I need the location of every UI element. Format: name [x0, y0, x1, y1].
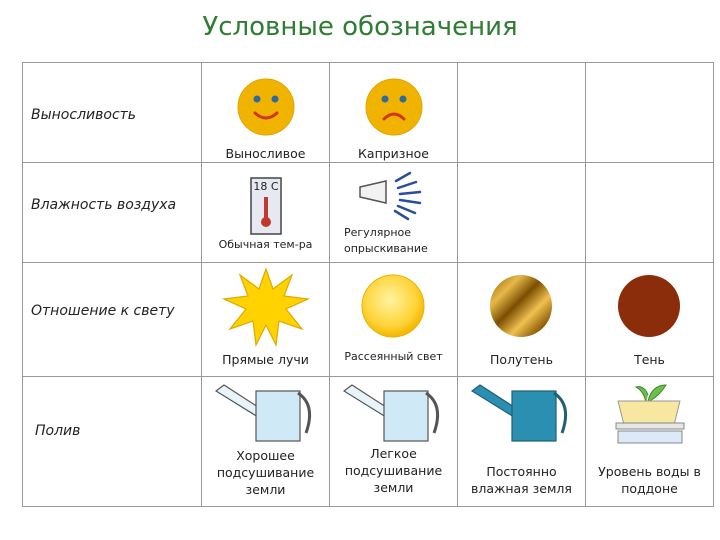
legend-row-humidity	[23, 163, 714, 263]
legend-caption: Прямые лучи	[222, 352, 309, 367]
legend-table	[22, 62, 714, 507]
diffused-light-icon	[360, 273, 426, 339]
legend-cell	[330, 63, 458, 163]
category-cell	[23, 263, 202, 377]
category-label: Полив	[35, 423, 81, 439]
legend-cell-empty	[586, 163, 714, 263]
legend-caption: Полутень	[490, 352, 553, 367]
legend-row-endurance	[23, 63, 714, 163]
legend-cell	[458, 377, 586, 507]
sad-face-icon	[364, 77, 424, 137]
legend-cell	[330, 263, 458, 377]
shade-icon	[616, 273, 682, 339]
category-label: Влажность воздуха	[31, 197, 177, 213]
watering-can-dark-icon	[470, 383, 574, 443]
legend-caption: Регулярное опрыскивание	[344, 226, 428, 255]
page-title: Условные обозначения	[202, 12, 518, 42]
partial-shade-icon	[488, 273, 554, 339]
legend-cell-empty	[458, 63, 586, 163]
thermometer-reading: 18 С	[253, 180, 279, 193]
legend-cell	[586, 263, 714, 377]
pot-tray-icon	[610, 379, 690, 445]
legend-cell-empty	[458, 163, 586, 263]
legend-caption: Легкое подсушивание земли	[344, 446, 443, 495]
spray-icon	[358, 171, 432, 221]
legend-caption: Хорошее подсушивание земли	[216, 448, 315, 497]
legend-cell	[202, 263, 330, 377]
legend-caption: Капризное	[358, 146, 429, 161]
legend-cell	[458, 263, 586, 377]
legend-caption: Выносливое	[225, 146, 306, 161]
legend-cell	[202, 163, 330, 263]
legend-row-watering	[23, 377, 714, 507]
legend-caption: Уровень воды в поддоне	[598, 464, 701, 496]
category-label: Выносливость	[31, 107, 137, 123]
watering-can-icon	[214, 383, 318, 443]
legend-caption: Рассеянный свет	[344, 350, 443, 363]
category-cell	[23, 63, 202, 163]
category-cell	[23, 163, 202, 263]
legend-cell-empty	[586, 63, 714, 163]
legend-caption: Постоянно влажная земля	[471, 464, 572, 496]
legend-cell	[330, 163, 458, 263]
legend-row-light	[23, 263, 714, 377]
legend-caption: Обычная тем-ра	[218, 238, 313, 251]
category-cell	[23, 377, 202, 507]
sun-burst-icon	[222, 267, 310, 347]
legend-cell	[202, 377, 330, 507]
category-label: Отношение к свету	[31, 303, 175, 319]
legend-cell	[330, 377, 458, 507]
watering-can-icon	[342, 383, 446, 443]
legend-caption: Тень	[634, 352, 665, 367]
legend-cell	[202, 63, 330, 163]
legend-cell	[586, 377, 714, 507]
happy-face-icon	[236, 77, 296, 137]
